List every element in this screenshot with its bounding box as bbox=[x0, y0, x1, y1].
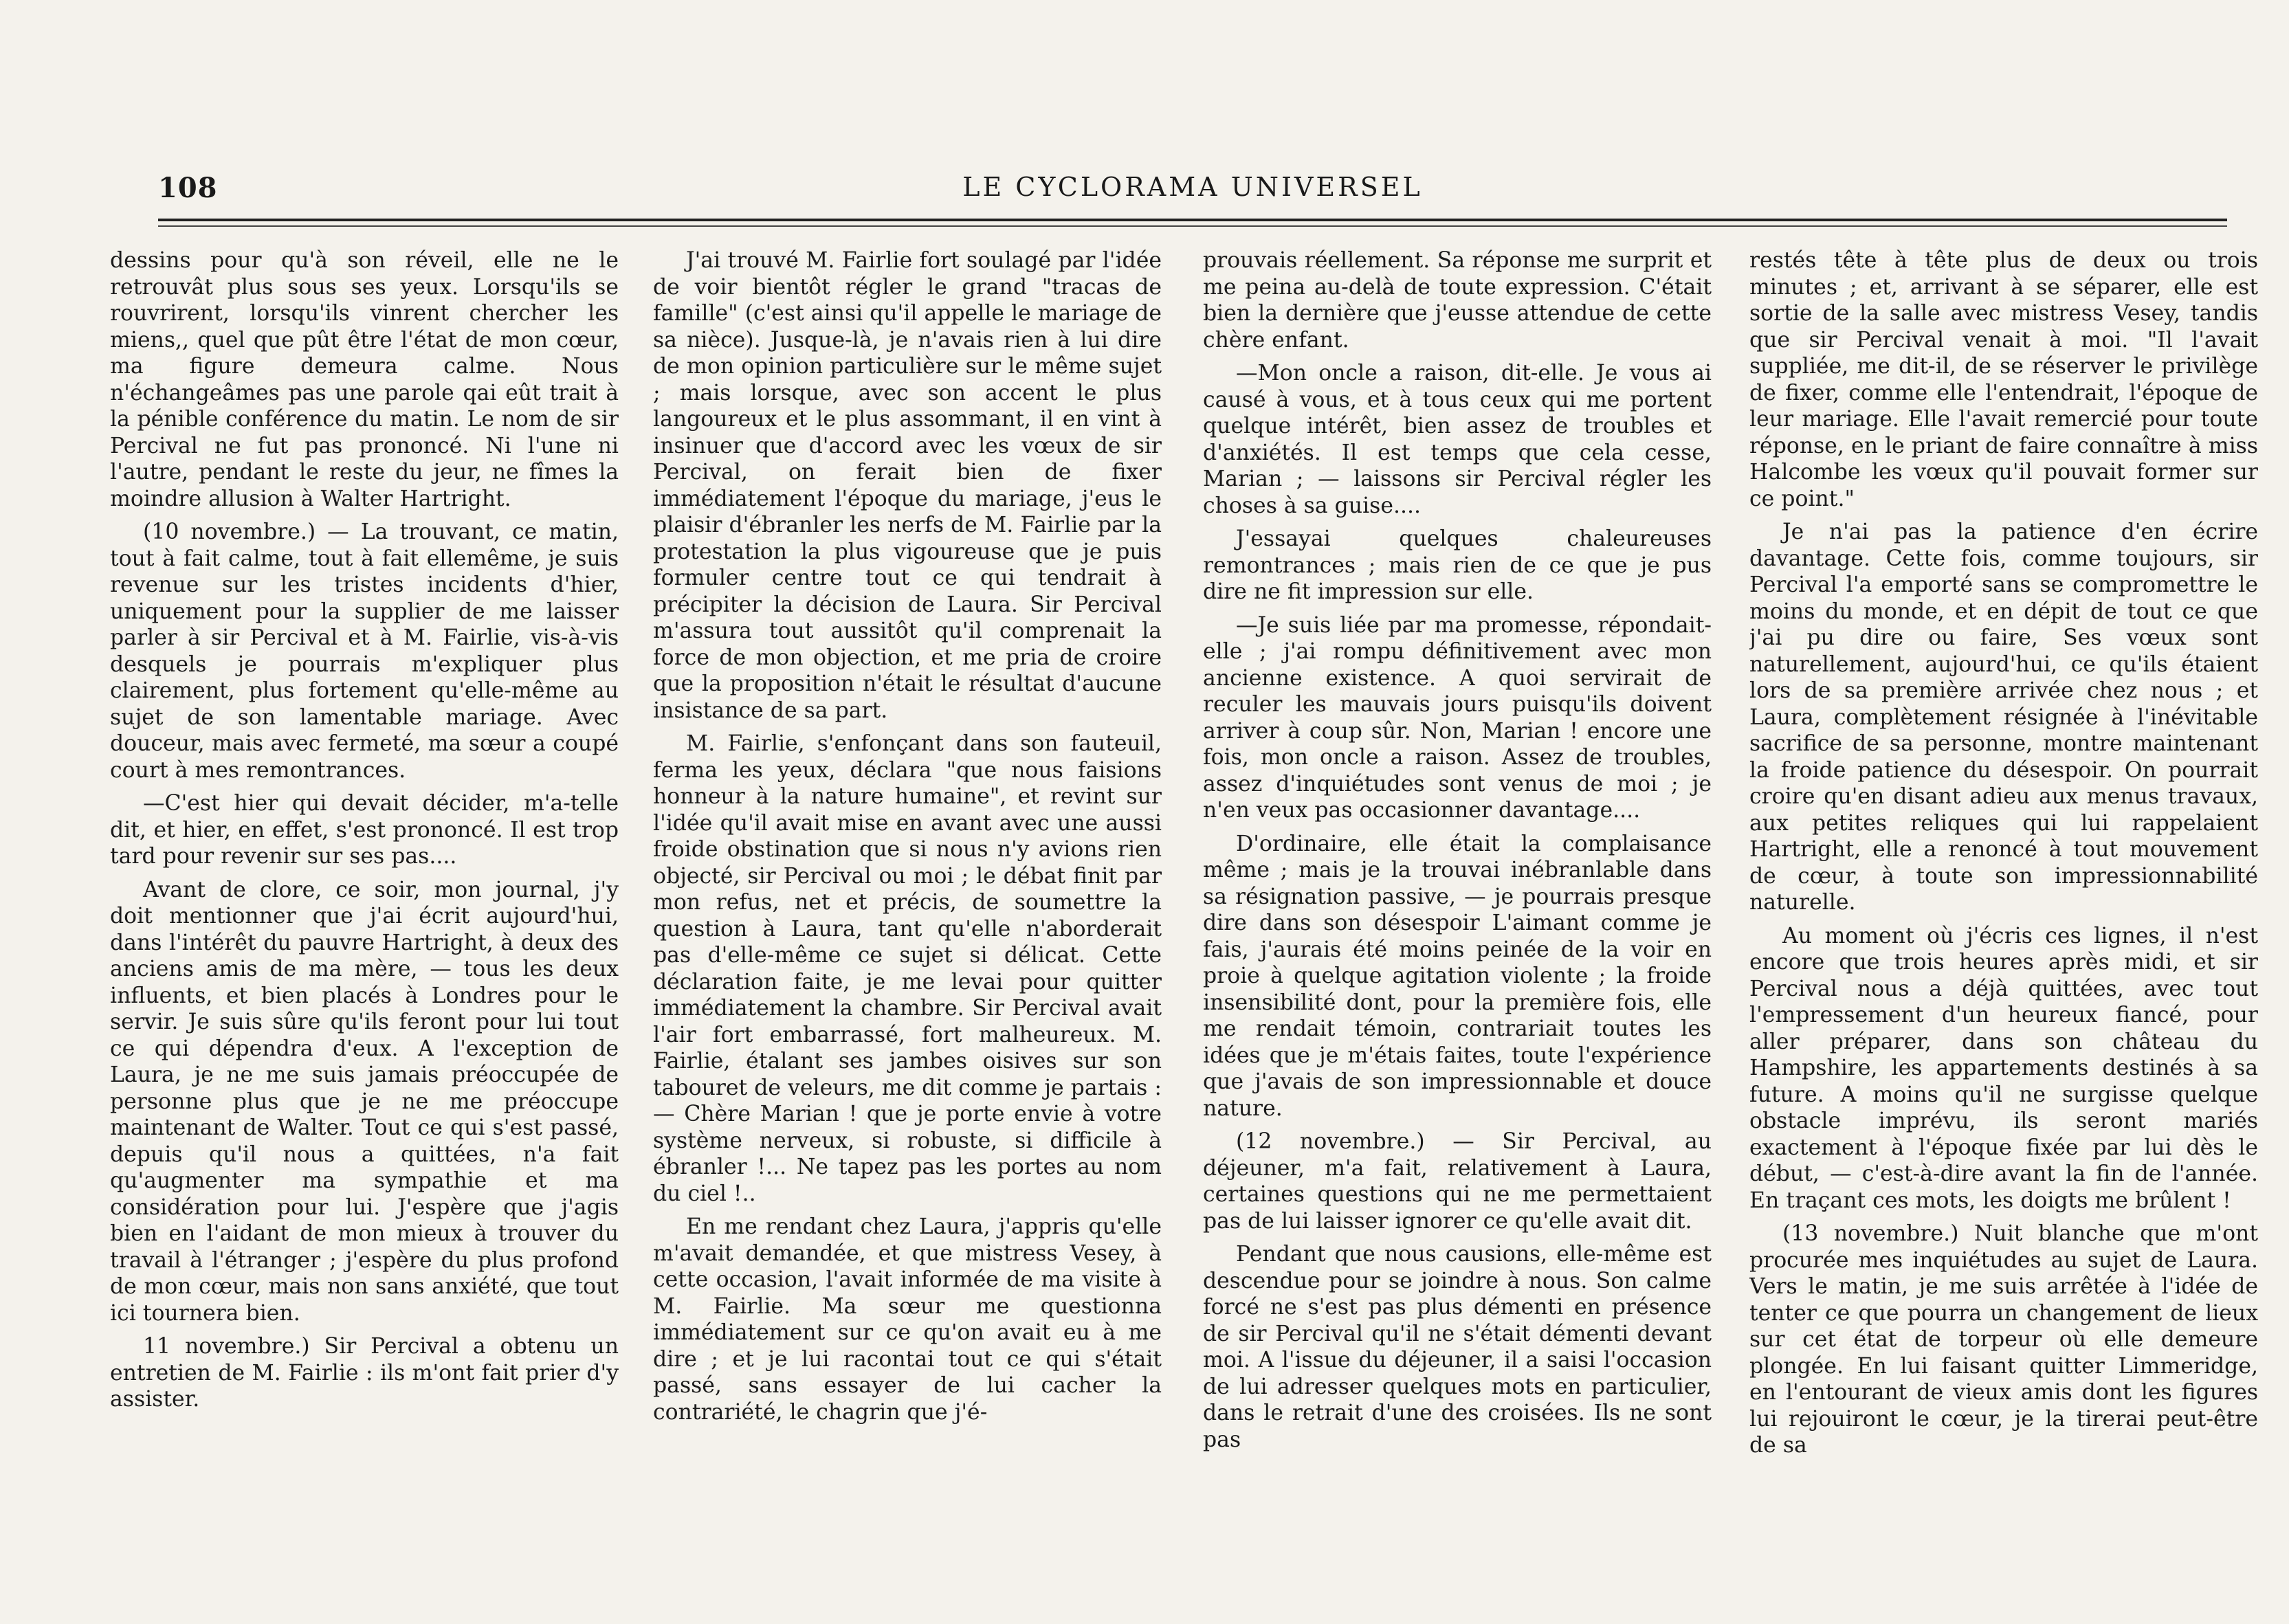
page-number: 108 bbox=[158, 172, 218, 204]
paragraph: prouvais réellement. Sa réponse me surprit et me peina au-delà de toute expression. C'était bien la dernière que j'eusse attendue de cette chère enfant. bbox=[1203, 248, 1712, 353]
paragraph: J'essayai quelques chaleureuses remontrances ; mais rien de ce que je pus dire ne fit impression sur elle. bbox=[1203, 526, 1712, 604]
paragraph: —Je suis liée par ma promesse, répondait-elle ; j'ai rompu définitivement avec mon ancienne existence. A quoi servirait de reculer les mauvais jours puisqu'ils doivent arriver à coup sûr. Non, Marian ! encore une fois, mon oncle a raison. Assez de troubles, assez d'inquiétudes sont venus de moi ; je n'en veux pas occasionner davantage.... bbox=[1203, 612, 1712, 823]
paragraph: (13 novembre.) Nuit blanche que m'ont procurée mes inquiétudes au sujet de Laura. Vers le matin, je me suis arrêtée à l'idée de tenter ce que pourra un changement de lieux sur cet état de torpeur où elle demeure plongée. En lui faisant quitter Limmeridge, en l'entourant de vieux amis dont les figures lui rejouiront le cœur, je la tirerai peut-être de sa bbox=[1749, 1221, 2258, 1458]
column-1 bbox=[110, 247, 619, 1588]
paragraph: 11 novembre.) Sir Percival a obtenu un entretien de M. Fairlie : ils m'ont fait prier d'y assister. bbox=[110, 1334, 619, 1412]
paragraph: Avant de clore, ce soir, mon journal, j'y doit mentionner que j'ai écrit aujourd'hui, dans l'intérêt du pauvre Hartright, à deux des anciens amis de ma mère, — tous les deux influents, et bien placés à Londres pour le servir. Je suis sûre qu'ils feront pour lui tout ce qui dépendra d'eux. A l'exception de Laura, je ne me suis jamais préoccupée de personne plus que je ne me préoccupe maintenant de Walter. Tout ce qui s'est passé, depuis qu'il nous a quittées, n'a fait qu'augmenter ma sympathie et ma considération pour lui. J'espère que j'agis bien en l'aidant de mon mieux à trouver du travail à l'étranger ; j'espère du plus profond de mon cœur, mais non sans anxiété, que tout ici tournera bien. bbox=[110, 877, 619, 1326]
paragraph: Pendant que nous causions, elle-même est descendue pour se joindre à nous. Son calme forcé ne s'est pas plus démenti en présence de sir Percival qu'il ne s'était démenti devant moi. A l'issue du déjeuner, il a saisi l'occasion de lui adresser quelques mots en particulier, dans le retrait d'une des croisées. Ils ne sont pas bbox=[1203, 1242, 1712, 1452]
paragraph: En me rendant chez Laura, j'appris qu'elle m'avait demandée, et que mistress Vesey, à cette occasion, l'avait informée de ma visite à M. Fairlie. Ma sœur me questionna immédiatement sur ce qu'on avait eu à me dire ; et je lui racontai tout ce qui s'était passé, sans essayer de lui cacher la contrariété, le chagrin que j'é- bbox=[653, 1214, 1162, 1425]
paragraph: dessins pour qu'à son réveil, elle ne le retrouvât plus sous ses yeux. Lorsqu'ils se rouvrirent, lorsqu'ils vinrent chercher les miens,, quel que pût être l'état de mon cœur, ma figure demeura calme. Nous n'échangeâmes pas une parole qai eût trait à la pénible conférence du matin. Le nom de sir Percival ne fut pas prononcé. Ni l'une ni l'autre, pendant le reste du jeur, ne fîmes la moindre allusion à Walter Hartright. bbox=[110, 248, 619, 511]
paragraph: M. Fairlie, s'enfonçant dans son fauteuil, ferma les yeux, déclara "que nous faisions honneur à la nature humaine", et revint sur l'idée qu'il avait mise en avant avec une aussi froide obstination que si nous n'y avions rien objecté, sir Percival ou moi ; le débat finit par mon refus, net et précis, de soumettre la question à Laura, tant qu'elle n'aborderait pas d'elle-même ce sujet si délicat. Cette déclaration faite, je me levai pour quitter immédiatement la chambre. Sir Percival avait l'air fort embarrassé, fort malheureux. M. Fairlie, étalant ses jambes oisives sur son tabouret de veleurs, me dit comme je partais : — Chère Marian ! que je porte envie à votre système nerveux, si robuste, si difficile à ébranler !... Ne tapez pas les portes au nom du ciel !.. bbox=[653, 731, 1162, 1206]
paragraph: J'ai trouvé M. Fairlie fort soulagé par l'idée de voir bientôt régler le grand "tracas de famille" (c'est ainsi qu'il appelle le mariage de sa nièce). Jusque-là, je n'avais rien à lui dire de mon opinion particulière sur le même sujet ; mais lorsque, avec son accent le plus langoureux et le plus assommant, il en vint à insinuer que d'accord avec les vœux de sir Percival, on ferait bien de fixer immédiatement l'époque du mariage, j'eus le plaisir d'ébranler les nerfs de M. Fairlie par la protestation la plus vigoureuse que je puis formuler centre tout ce qui tendrait à précipiter la décision de Laura. Sir Percival m'assura tout aussitôt qu'il comprenait la force de mon objection, et me pria de croire que la proposition n'était le résultat d'aucune insistance de sa part. bbox=[653, 248, 1162, 723]
text-columns bbox=[110, 247, 2289, 1588]
paragraph: D'ordinaire, elle était la complaisance même ; mais je la trouvai inébranlable dans sa résignation passive, — je pourrais presque dire dans son désespoir L'aimant comme je fais, j'aurais été moins peinée de la voir en proie à quelque agitation violente ; la froide insensibilité dont, pour la première fois, elle me rendait témoin, contrariait toutes les idées que je m'étais faites, toute l'expérience que j'avais de son impressionnable et douce nature. bbox=[1203, 831, 1712, 1121]
paragraph: restés tête à tête plus de deux ou trois minutes ; et, arrivant à se séparer, elle est sortie de la salle avec mistress Vesey, tandis que sir Percival venait à moi. "Il l'avait suppliée, me dit-il, de se réserver le privilège de fixer, comme elle l'entendrait, l'époque de leur mariage. Elle l'avait remercié pour toute réponse, en le priant de faire connaître à miss Halcombe les vœux qu'il pouvait former sur ce point." bbox=[1749, 248, 2258, 511]
column-4 bbox=[1749, 247, 2258, 1588]
page-header bbox=[158, 172, 2227, 213]
paragraph: (10 novembre.) — La trouvant, ce matin, tout à fait calme, tout à fait ellemême, je suis revenue sur les tristes incidents d'hier, uniquement pour la supplier de me laisser parler à sir Percival et à M. Fairlie, vis-à-vis desquels je pourrais m'expliquer plus clairement, plus fortement qu'elle-même au sujet de son lamentable mariage. Avec douceur, mais avec fermeté, ma sœur a coupé court à mes remontrances. bbox=[110, 520, 619, 783]
header-rule-thick bbox=[158, 219, 2227, 221]
running-title: LE CYCLORAMA UNIVERSEL bbox=[962, 172, 1423, 202]
column-2 bbox=[653, 247, 1162, 1588]
column-3 bbox=[1203, 247, 1712, 1588]
paragraph: Je n'ai pas la patience d'en écrire davantage. Cette fois, comme toujours, sir Percival l'a emporté sans se compromettre le moins du monde, et en dépit de tout ce que j'ai pu dire ou faire, Ses vœux sont naturellement, aujourd'hui, ce qu'ils étaient lors de sa première arrivée chez nous ; et Laura, complètement résignée à l'inévitable sacrifice de sa personne, montre maintenant la froide patience du désespoir. On pourrait croire qu'en disant adieu aux menus travaux, aux petites reliques qui lui rappelaient Hartright, elle a renoncé à tout mouvement de cœur, à toute son impressionnabilité naturelle. bbox=[1749, 520, 2258, 915]
header-rule-thin bbox=[158, 225, 2227, 227]
paragraph: Au moment où j'écris ces lignes, il n'est encore que trois heures après midi, et sir Percival nous a déjà quittées, avec tout l'empressement d'un heureux fiancé, pour aller préparer, dans son château du Hampshire, les appartements destinés à sa future. A moins qu'il ne surgisse quelque obstacle imprévu, ils seront mariés exactement à l'époque fixée par lui dès le début, — c'est-à-dire avant la fin de l'année. En traçant ces mots, les doigts me brûlent ! bbox=[1749, 923, 2258, 1213]
paragraph: —Mon oncle a raison, dit-elle. Je vous ai causé à vous, et à tous ceux qui me portent quelque intérêt, bien assez de troubles et d'anxiétés. Il est temps que cela cesse, Marian ; — laissons sir Percival régler les choses à sa guise.... bbox=[1203, 361, 1712, 518]
paragraph: (12 novembre.) — Sir Percival, au déjeuner, m'a fait, relativement à Laura, certaines questions qui ne me permettaient pas de lui laisser ignorer ce qu'elle avait dit. bbox=[1203, 1129, 1712, 1234]
paragraph: —C'est hier qui devait décider, m'a-telle dit, et hier, en effet, s'est prononcé. Il est trop tard pour revenir sur ses pas.... bbox=[110, 791, 619, 869]
